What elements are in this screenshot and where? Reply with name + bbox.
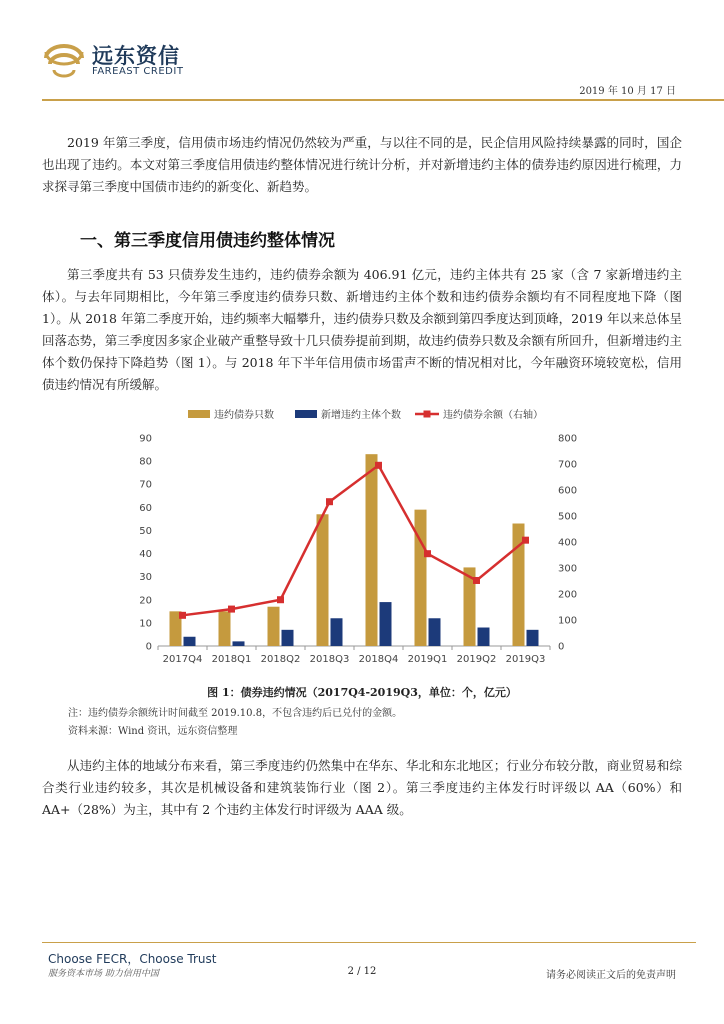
line-point xyxy=(522,537,529,544)
line-point xyxy=(326,498,333,505)
y-right-tick-label: 800 xyxy=(558,433,578,445)
bar-new-defaulters xyxy=(331,618,343,646)
y-left-tick-label: 70 xyxy=(139,479,152,491)
legend-swatch xyxy=(295,410,317,418)
header-divider xyxy=(42,99,724,101)
y-left-tick-label: 90 xyxy=(139,433,152,445)
bar-default-count xyxy=(268,607,280,646)
y-left-tick-label: 80 xyxy=(139,456,152,468)
y-left-tick-label: 10 xyxy=(139,618,152,630)
y-right-tick-label: 0 xyxy=(558,641,565,653)
y-left-tick-label: 0 xyxy=(145,641,152,653)
y-right-tick-label: 500 xyxy=(558,511,578,523)
y-right-tick-label: 100 xyxy=(558,615,578,627)
x-tick-label: 2019Q2 xyxy=(456,654,497,665)
logo-text-en: FAREAST CREDIT xyxy=(92,66,184,77)
x-tick-label: 2018Q4 xyxy=(358,654,399,665)
footer-divider xyxy=(42,942,696,943)
y-right-tick-label: 400 xyxy=(558,537,578,549)
x-tick-label: 2019Q1 xyxy=(407,654,448,665)
legend-swatch xyxy=(188,410,210,418)
legend-label: 违约债券余额（右轴） xyxy=(443,410,543,421)
footer-slogan-en: Choose FECR，Choose Trust xyxy=(48,952,217,966)
bar-default-count xyxy=(317,514,329,646)
y-left-tick-label: 50 xyxy=(139,525,152,537)
bar-new-defaulters xyxy=(478,628,490,646)
y-left-tick-label: 60 xyxy=(139,502,152,514)
bar-new-defaulters xyxy=(380,602,392,646)
bar-new-defaulters xyxy=(184,637,196,646)
legend-marker xyxy=(424,411,431,418)
footer-slogan-cn: 服务资本市场 助力信用中国 xyxy=(48,969,159,979)
logo-text-cn: 远东资信 xyxy=(92,44,180,68)
legend-label: 新增违约主体个数 xyxy=(321,410,401,421)
bar-default-count xyxy=(219,611,231,646)
y-right-tick-label: 600 xyxy=(558,485,578,497)
line-point xyxy=(228,606,235,613)
x-tick-label: 2018Q1 xyxy=(211,654,252,665)
page-number: 2 / 12 xyxy=(347,966,377,977)
section-paragraph-2: 从违约主体的地域分布来看，第三季度违约仍然集中在华东、华北和东北地区；行业分布较分散，商业贸易和综合类行业违约较多，其次是机械设备和建筑装饰行业（图 2）。第三季度违约主体发行时评级以 AA（60%）和 AA+（28%）为主，其中有 2 个违约主体发行时评级为 AAA 级。 xyxy=(42,758,682,817)
x-tick-label: 2019Q3 xyxy=(505,654,546,665)
section-heading: 一、第三季度信用债违约整体情况 xyxy=(80,231,335,251)
figure-caption: 图 1：债券违约情况（2017Q4-2019Q3，单位：个，亿元） xyxy=(207,686,517,699)
x-tick-label: 2018Q3 xyxy=(309,654,350,665)
y-left-tick-label: 30 xyxy=(139,572,152,584)
figure-note: 注：违约债券余额统计时间截至 2019.10.8，不包含违约后已兑付的金额。 xyxy=(68,708,403,719)
report-date: 2019 年 10 月 17 日 xyxy=(579,86,676,97)
line-point xyxy=(179,612,186,619)
y-right-tick-label: 300 xyxy=(558,563,578,575)
company-logo xyxy=(42,38,212,82)
legend-label: 违约债券只数 xyxy=(214,410,274,421)
bar-new-defaulters xyxy=(233,641,245,646)
logo-mark-icon xyxy=(42,38,86,78)
bar-new-defaulters xyxy=(527,630,539,646)
section-paragraph: 第三季度共有 53 只债券发生违约，违约债券余额为 406.91 亿元，违约主体共有 25 家（含 7 家新增违约主体）。与去年同期相比，今年第三季度违约债券只数、新增违约主体个数和违约债券余额均有不同程度地下降（图 1）。从 2018 年第二季度开始，违约频率大幅攀升，违约债券只数及余额到第四季度达到顶峰，2019 年以来总体呈回落态势，第三季度因多家企业破产重整导致十几只债券提前到期，故违约债券只数及余额有所回升，但新增违约主体个数仍保持下降趋势（图 1）。与 2018 年下半年信用债市场雷声不断的情况相对比，今年融资环境较宽松，信用债违约情况有所缓解。 xyxy=(42,267,682,392)
bar-default-count xyxy=(415,510,427,646)
figure-source: 资料来源：Wind 资讯，远东资信整理 xyxy=(68,726,238,737)
intro-paragraph: 2019 年第三季度，信用债市场违约情况仍然较为严重，与以往不同的是，民企信用风险持续暴露的同时，国企也出现了违约。本文对第三季度信用债违约整体情况进行统计分析，并对新增违约主体的债券违约原因进行梳理，力求探寻第三季度中国债市违约的新变化、新趋势。 xyxy=(42,135,682,194)
line-point xyxy=(424,550,431,557)
bar-default-count xyxy=(366,454,378,646)
y-left-tick-label: 40 xyxy=(139,549,152,561)
x-tick-label: 2017Q4 xyxy=(162,654,203,665)
line-point xyxy=(473,577,480,584)
bar-new-defaulters xyxy=(429,618,441,646)
line-point xyxy=(277,596,284,603)
disclaimer-note: 请务必阅读正文后的免责声明 xyxy=(546,970,676,981)
line-point xyxy=(375,462,382,469)
y-right-tick-label: 700 xyxy=(558,459,578,471)
bar-new-defaulters xyxy=(282,630,294,646)
y-left-tick-label: 20 xyxy=(139,595,152,607)
y-right-tick-label: 200 xyxy=(558,589,578,601)
default-chart xyxy=(130,402,590,672)
x-tick-label: 2018Q2 xyxy=(260,654,301,665)
